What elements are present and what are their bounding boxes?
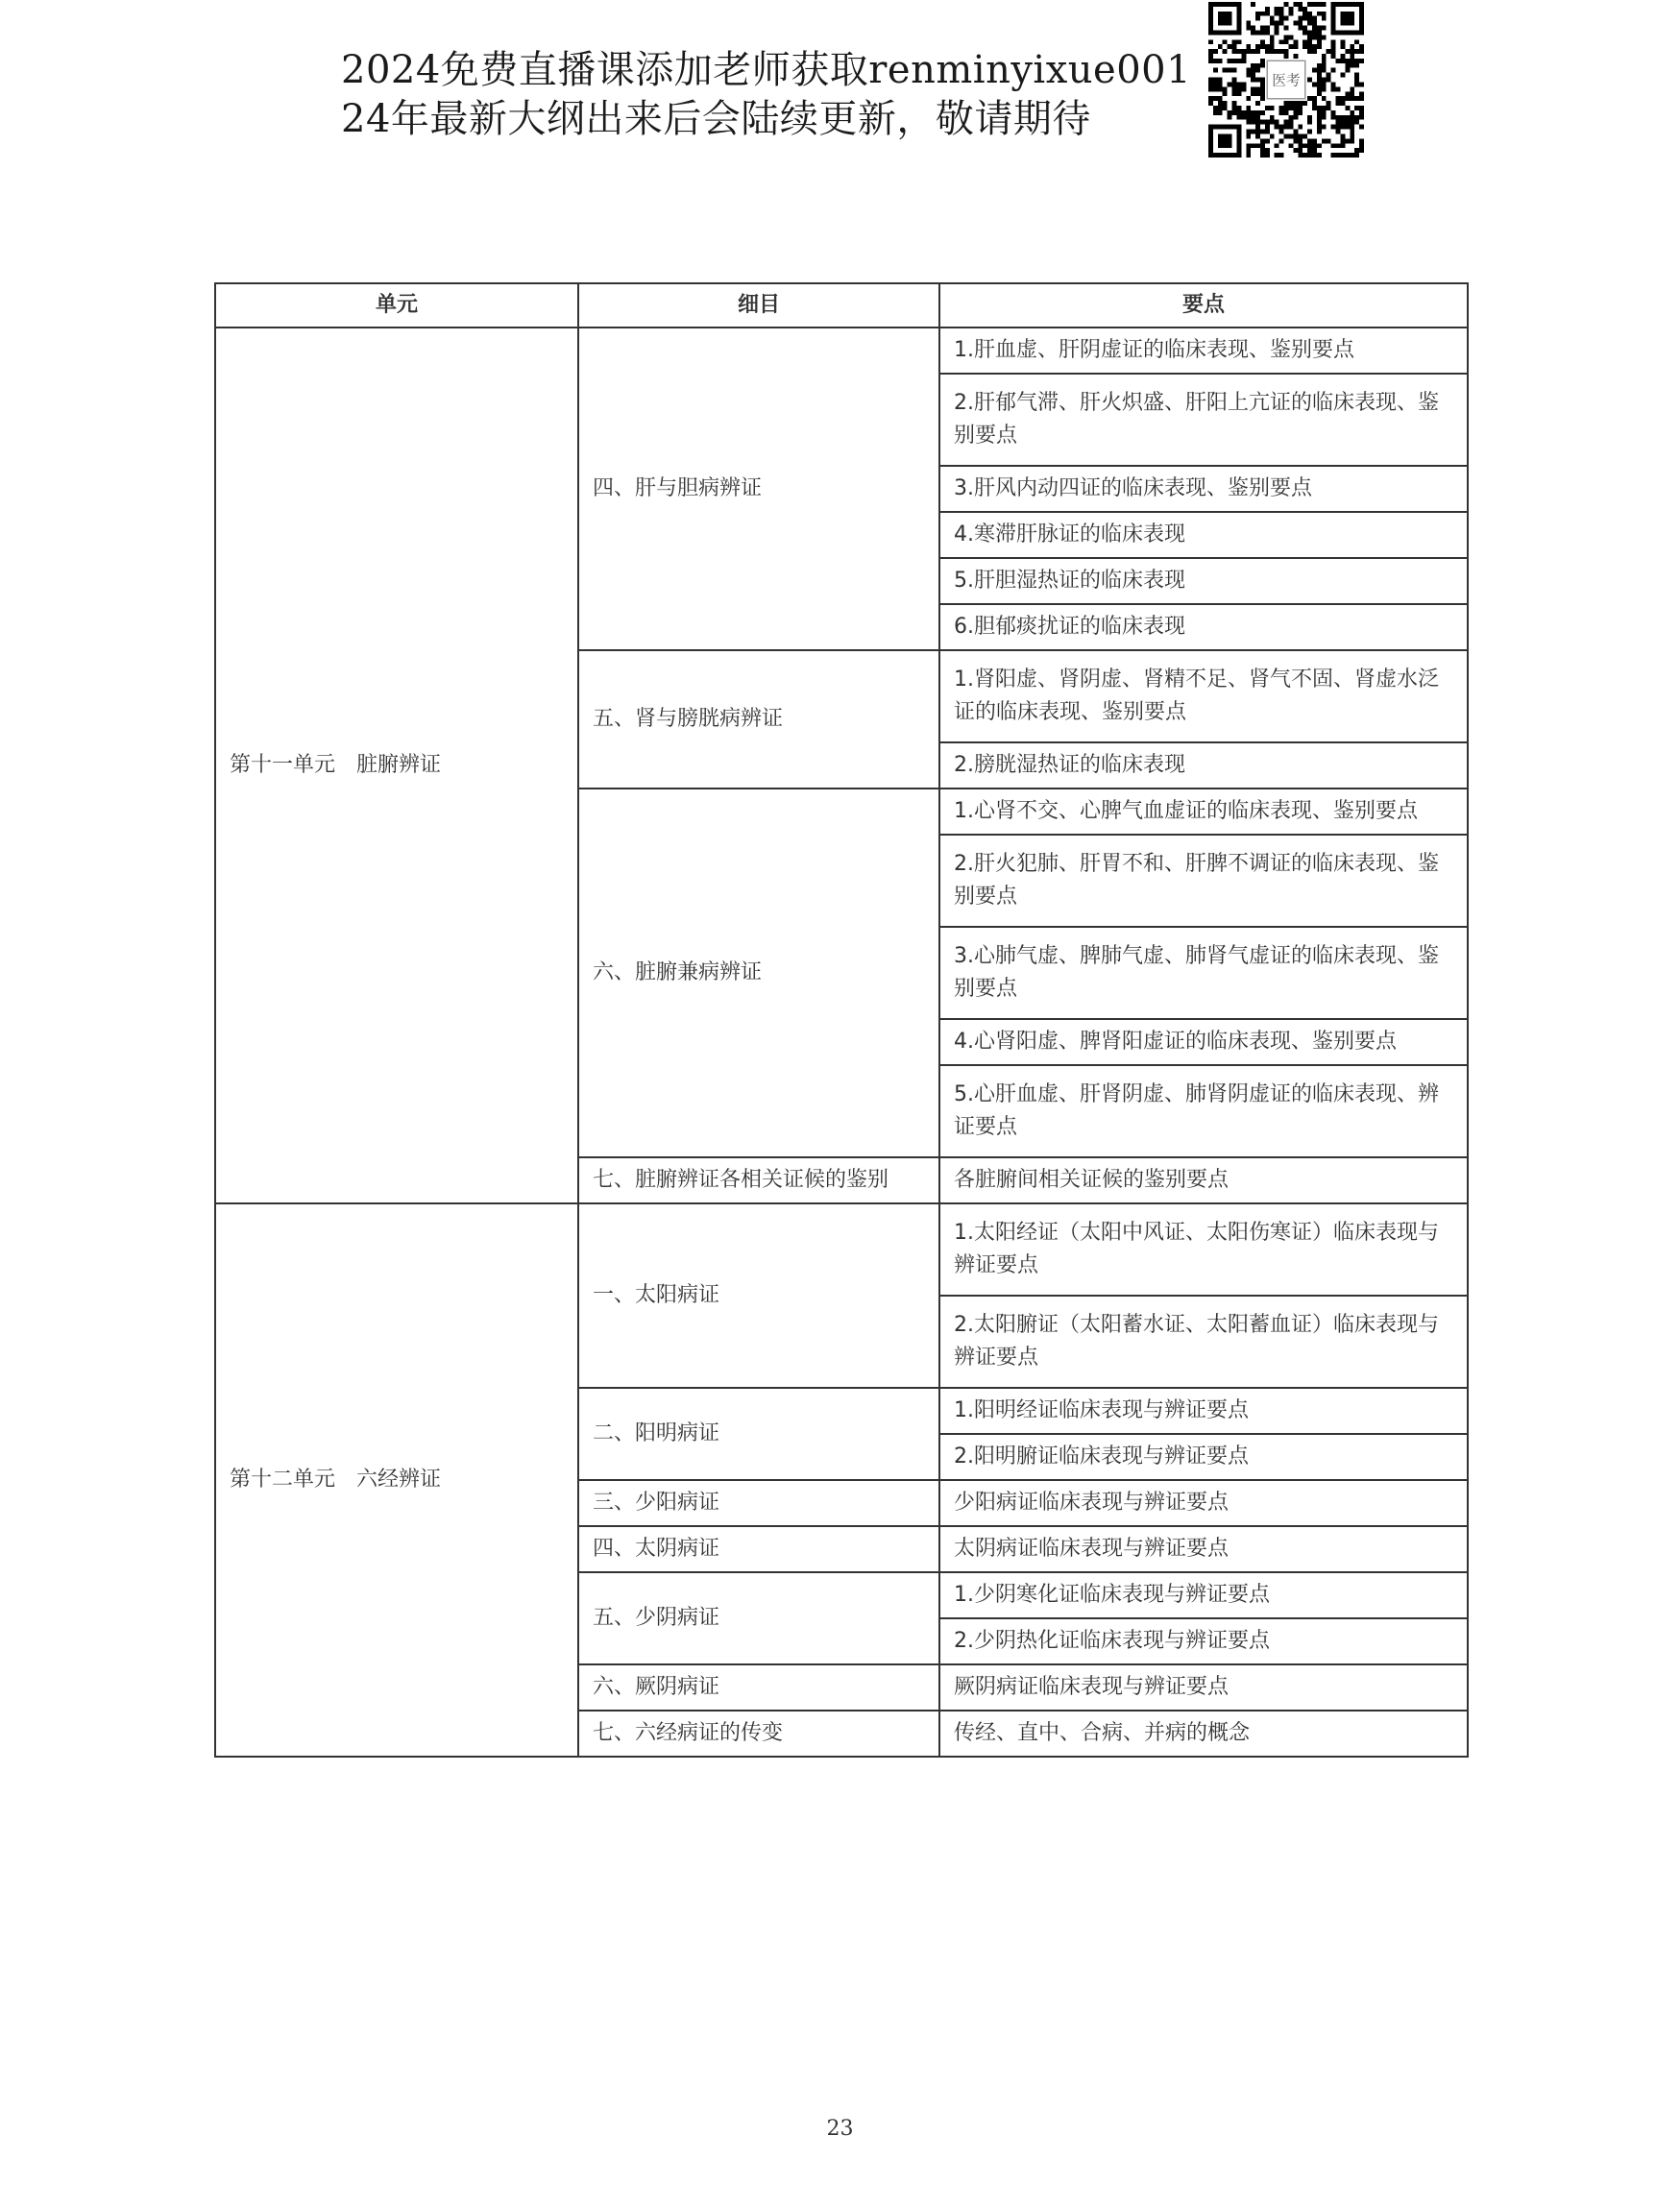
page-number: 23 (826, 2117, 854, 2141)
item-cell: 四、太阴病证 (578, 1526, 939, 1572)
header-line-1: 2024免费直播课添加老师获取renminyixue001 (341, 48, 1192, 92)
item-cell: 四、肝与胆病辨证 (578, 328, 939, 650)
header-line-2: 24年最新大纲出来后会陆续更新，敬请期待 (341, 97, 1091, 141)
item-cell: 七、六经病证的传变 (578, 1711, 939, 1757)
table-row (215, 1203, 1468, 1296)
point-cell: 1.肝血虚、肝阴虚证的临床表现、鉴别要点 (939, 328, 1468, 374)
point-cell: 2.膀胱湿热证的临床表现 (939, 742, 1468, 789)
point-cell: 1.阳明经证临床表现与辨证要点 (939, 1388, 1468, 1434)
syllabus-table (214, 282, 1469, 1758)
item-cell: 五、少阴病证 (578, 1572, 939, 1664)
point-cell: 1.肾阳虚、肾阴虚、肾精不足、肾气不固、肾虚水泛证的临床表现、鉴别要点 (939, 650, 1468, 742)
qr-logo-text: 医考 (1272, 72, 1301, 89)
qr-code-image (1208, 2, 1364, 158)
point-cell: 4.心肾阳虚、脾肾阳虚证的临床表现、鉴别要点 (939, 1019, 1468, 1065)
point-cell: 5.肝胆湿热证的临床表现 (939, 558, 1468, 604)
point-cell: 1.少阴寒化证临床表现与辨证要点 (939, 1572, 1468, 1618)
point-cell: 6.胆郁痰扰证的临床表现 (939, 604, 1468, 650)
point-cell: 厥阴病证临床表现与辨证要点 (939, 1664, 1468, 1711)
point-cell: 1.太阳经证（太阳中风证、太阳伤寒证）临床表现与辨证要点 (939, 1203, 1468, 1296)
item-cell: 一、太阳病证 (578, 1203, 939, 1388)
point-cell: 3.心肺气虚、脾肺气虚、肺肾气虚证的临床表现、鉴别要点 (939, 927, 1468, 1019)
item-cell: 六、脏腑兼病辨证 (578, 789, 939, 1157)
header-points: 要点 (939, 283, 1468, 328)
header-notice (341, 46, 1191, 144)
point-cell: 少阳病证临床表现与辨证要点 (939, 1480, 1468, 1526)
point-cell: 4.寒滞肝脉证的临床表现 (939, 512, 1468, 558)
item-cell: 二、阳明病证 (578, 1388, 939, 1480)
point-cell: 3.肝风内动四证的临床表现、鉴别要点 (939, 466, 1468, 512)
item-cell: 三、少阳病证 (578, 1480, 939, 1526)
unit-cell: 第十一单元 脏腑辨证 (215, 328, 578, 1203)
table-row (215, 328, 1468, 374)
point-cell: 2.肝火犯肺、肝胃不和、肝脾不调证的临床表现、鉴别要点 (939, 835, 1468, 927)
point-cell: 5.心肝血虚、肝肾阴虚、肺肾阴虚证的临床表现、辨证要点 (939, 1065, 1468, 1157)
point-cell: 传经、直中、合病、并病的概念 (939, 1711, 1468, 1757)
point-cell: 2.阳明腑证临床表现与辨证要点 (939, 1434, 1468, 1480)
table-header-row (215, 283, 1468, 328)
point-cell: 2.肝郁气滞、肝火炽盛、肝阳上亢证的临床表现、鉴别要点 (939, 374, 1468, 466)
item-cell: 六、厥阴病证 (578, 1664, 939, 1711)
point-cell: 1.心肾不交、心脾气血虚证的临床表现、鉴别要点 (939, 789, 1468, 835)
point-cell: 2.太阳腑证（太阳蓄水证、太阳蓄血证）临床表现与辨证要点 (939, 1296, 1468, 1388)
header-item: 细目 (578, 283, 939, 328)
point-cell: 太阴病证临床表现与辨证要点 (939, 1526, 1468, 1572)
header-unit: 单元 (215, 283, 578, 328)
unit-cell: 第十二单元 六经辨证 (215, 1203, 578, 1757)
point-cell: 各脏腑间相关证候的鉴别要点 (939, 1157, 1468, 1203)
item-cell: 七、脏腑辨证各相关证候的鉴别 (578, 1157, 939, 1203)
item-cell: 五、肾与膀胱病辨证 (578, 650, 939, 789)
point-cell: 2.少阴热化证临床表现与辨证要点 (939, 1618, 1468, 1664)
